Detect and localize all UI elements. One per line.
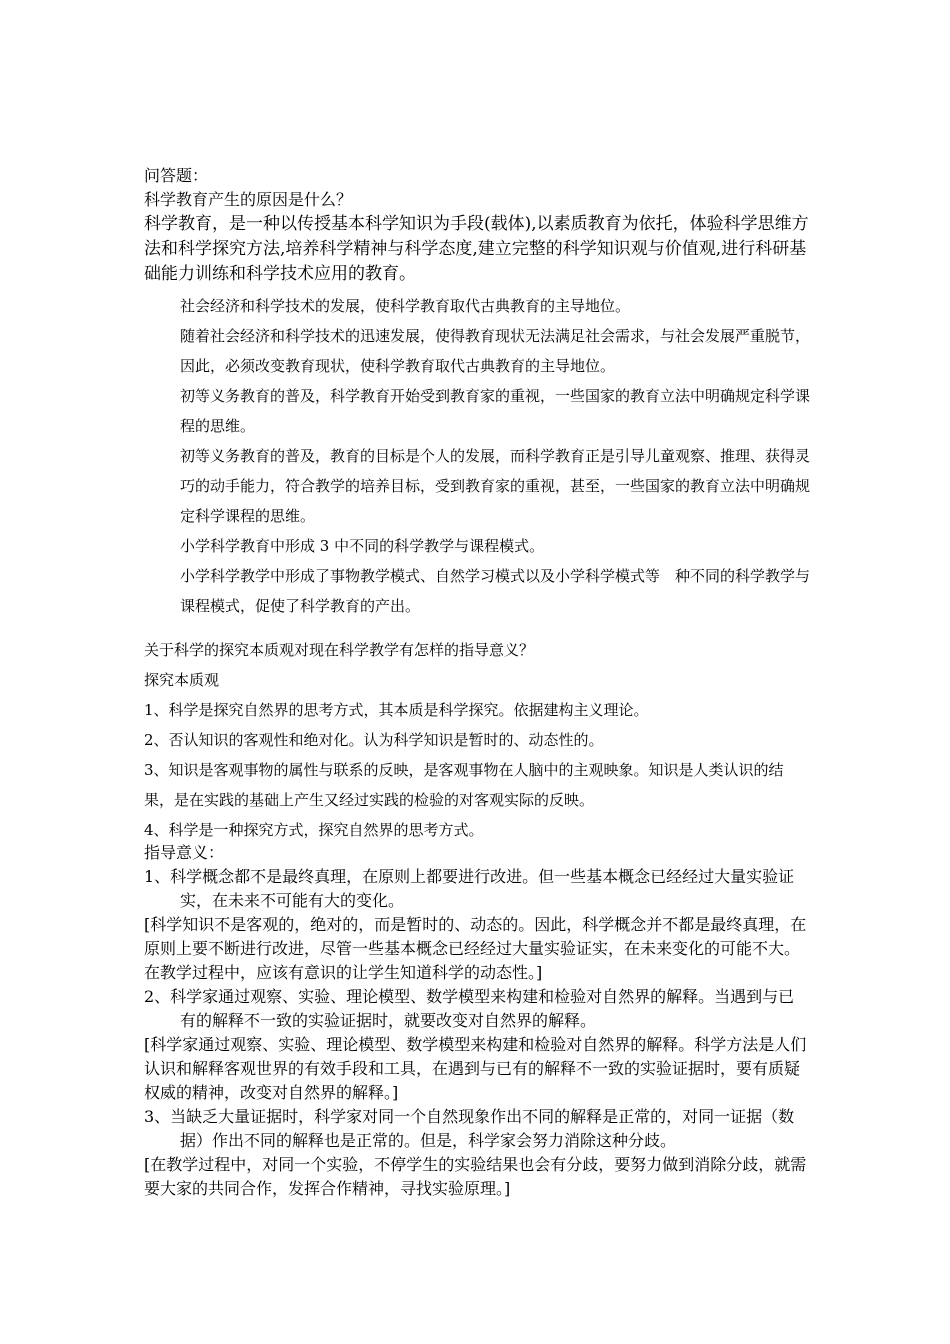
- q2-item-1: 1、科学是探究自然界的思考方式，其本质是科学探究。依据建构主义理论。: [144, 701, 649, 719]
- question-2-subtitle: 探究本质观: [144, 671, 220, 689]
- guidance-point-1: 1、科学概念都不是最终真理，在原则上都要进行改进。但一些基本概念已经经过大量实验证实，在未来不可能有大的变化。: [144, 867, 795, 910]
- heading: 问答题：: [144, 166, 209, 185]
- q1-point-4: 初等义务教育的普及，教育的目标是个人的发展，而科学教育正是引导儿童观察、推理、获得灵巧的动手能力，符合教学的培养目标，受到教育家的重视，甚至，一些国家的教育立法中明确规定科学课程的思维。: [180, 447, 811, 525]
- q2-item-4: 4、科学是一种探究方式，探究自然界的思考方式。: [144, 821, 484, 839]
- q2-item-2: 2、否认知识的客观性和绝对化。认为科学知识是暂时的、动态性的。: [144, 731, 604, 749]
- question-1-title: 科学教育产生的原因是什么？: [144, 190, 353, 209]
- guidance-note-2: [科学家通过观察、实验、理论模型、数学模型来构建和检验对自然界的解释。科学方法是人们认识和解释客观世界的有效手段和工具，在遇到与已有的解释不一致的实验证据时，要有质疑权威的精神，改变对自然界的解释。]: [144, 1035, 807, 1102]
- q1-point-2: 随着社会经济和科学技术的迅速发展，使得教育现状无法满足社会需求，与社会发展严重脱节，因此，必须改变教育现状，使科学教育取代古典教育的主导地位。: [180, 327, 811, 375]
- q1-point-1: 社会经济和科学技术的发展，使科学教育取代古典教育的主导地位。: [180, 297, 631, 315]
- guidance-note-3: [在教学过程中，对同一个实验，不停学生的实验结果也会有分歧，要努力做到消除分歧，就需要大家的共同合作，发挥合作精神，寻找实验原理。]: [144, 1155, 807, 1198]
- document-page: [144, 164, 810, 1201]
- guidance-point-2: 2、科学家通过观察、实验、理论模型、数学模型来构建和检验对自然界的解释。当遇到与已有的解释不一致的实验证据时，就要改变对自然界的解释。: [144, 987, 795, 1030]
- question-1-definition: 科学教育，是一种以传授基本科学知识为手段(载体),以素质教育为依托，体验科学思维方法和科学探究方法,培养科学精神与科学态度,建立完整的科学知识观与价值观,进行科研基础能力训练和科学技术应用的教育。: [144, 214, 809, 284]
- q1-point-6: 小学科学教学中形成了事物教学模式、自然学习模式以及小学科学模式等 种不同的科学教学与课程模式，促使了科学教育的产出。: [180, 567, 811, 615]
- question-2-title: 关于科学的探究本质观对现在科学教学有怎样的指导意义？: [144, 641, 535, 659]
- q1-point-3: 初等义务教育的普及，科学教育开始受到教育家的重视，一些国家的教育立法中明确规定科学课程的思维。: [180, 387, 811, 435]
- q2-item-3: 3、知识是客观事物的属性与联系的反映，是客观事物在人脑中的主观映象。知识是人类认识的结果，是在实践的基础上产生又经过实践的检验的对客观实际的反映。: [144, 761, 784, 809]
- guidance-note-1: [科学知识不是客观的，绝对的，而是暂时的、动态的。因此，科学概念并不都是最终真理，在原则上要不断进行改进，尽管一些基本概念已经经过大量实验证实，在未来变化的可能不大。在教学过程中，应该有意识的让学生知道科学的动态性。]: [144, 915, 807, 982]
- q1-point-5: 小学科学教育中形成 3 中不同的科学教学与课程模式。: [180, 537, 545, 555]
- guidance-title: 指导意义：: [144, 843, 225, 862]
- guidance-point-3: 3、当缺乏大量证据时，科学家对同一个自然现象作出不同的解释是正常的，对同一证据（数据）作出不同的解释也是正常的。但是，科学家会努力消除这种分歧。: [144, 1107, 795, 1150]
